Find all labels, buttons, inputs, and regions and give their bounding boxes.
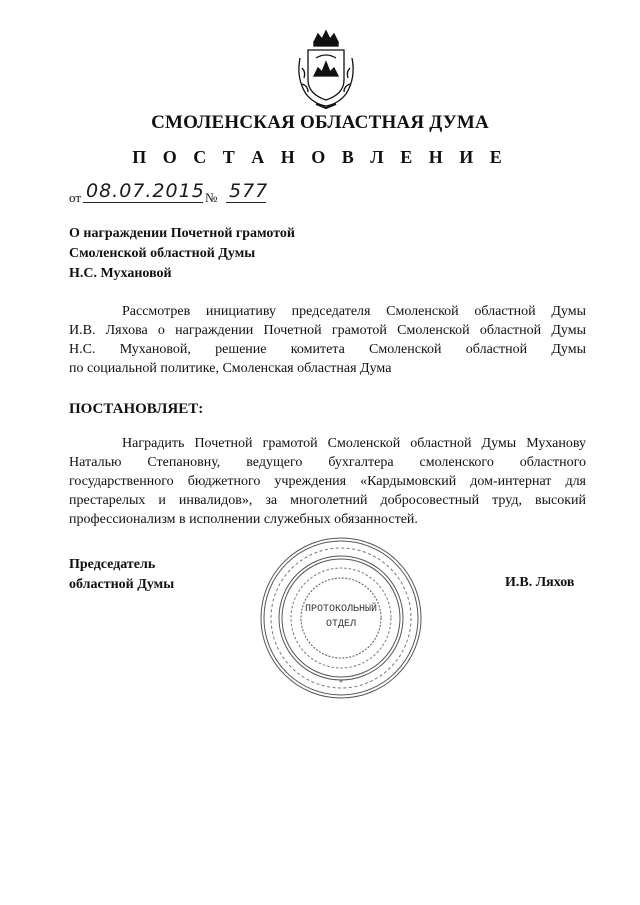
signatory-title-line: областной Думы xyxy=(69,577,175,592)
paragraph-line: профессионализм в исполнении служебных обязанностей. xyxy=(69,512,418,527)
date-underline xyxy=(83,202,203,203)
number-prefix: № xyxy=(205,190,218,205)
paragraph-line: по социальной политике, Смоленская областная Дума xyxy=(69,361,392,376)
signatory-name: И.В. Ляхов xyxy=(505,575,575,590)
subject-line: Смоленской областной Думы xyxy=(69,246,256,261)
svg-text:*: * xyxy=(339,678,343,687)
paragraph-line: Рассмотрев инициативу председателя Смоленской областной Думы xyxy=(122,304,586,319)
date-number-line xyxy=(69,182,289,206)
paragraph-line: Наградить Почетной грамотой Смоленской областной Думы Муханову xyxy=(122,436,586,451)
organization-title: СМОЛЕНСКАЯ ОБЛАСТНАЯ ДУМА xyxy=(151,112,489,133)
document-number: 577 xyxy=(229,180,269,202)
paragraph-line: И.В. Ляхова о награждении Почетной грамотой Смоленской областной Думы xyxy=(69,323,586,338)
number-underline xyxy=(226,202,266,203)
date-prefix: от xyxy=(69,190,82,205)
decision-heading: ПОСТАНОВЛЯЕТ: xyxy=(69,401,204,417)
paragraph-line: Наталью Степановну, ведущего бухгалтера смоленского областного xyxy=(69,455,586,470)
official-seal-stamp xyxy=(258,535,424,701)
stamp-text: ПРОТОКОЛЬНЫЙ xyxy=(304,604,377,615)
subject-line: О награждении Почетной грамотой xyxy=(69,226,295,241)
document-subject xyxy=(69,224,389,284)
paragraph-line: государственного бюджетного учреждения «Кардымовский дом-интернат для xyxy=(69,474,586,489)
paragraph-line: престарелых и инвалидов», за многолетний добросовестный труд, высокий xyxy=(69,493,586,508)
document-type-title: П О С Т А Н О В Л Е Н И Е xyxy=(132,147,508,167)
signatory-title xyxy=(69,555,174,595)
signatory-title-line: Председатель xyxy=(69,557,156,572)
stamp-text: ОТДЕЛ xyxy=(325,619,356,630)
document-date: 08.07.2015 xyxy=(86,180,205,202)
subject-line: Н.С. Мухановой xyxy=(69,266,172,281)
paragraph-line: Н.С. Мухановой, решение комитета Смоленской областной Думы xyxy=(69,342,586,357)
decision-paragraph xyxy=(69,434,586,529)
coat-of-arms-icon xyxy=(292,28,360,110)
preamble-paragraph xyxy=(69,302,586,378)
